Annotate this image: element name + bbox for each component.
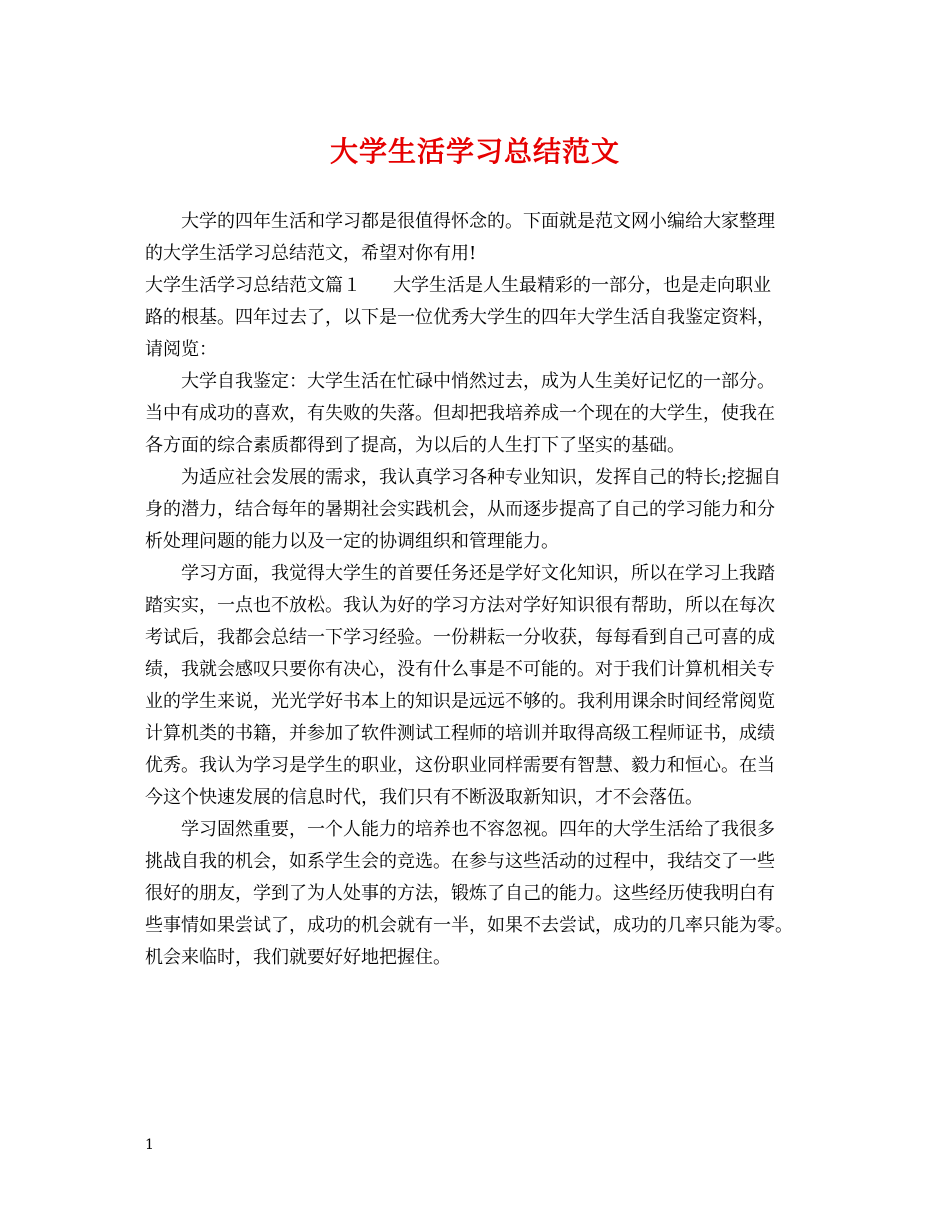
text-line: 踏实实，一点也不放松。我认为好的学习方法对学好知识很有帮助，所以在每次 bbox=[145, 595, 775, 616]
text-line: 业的学生来说，光光学好书本上的知识是远远不够的。我利用课余时间经常阅览 bbox=[145, 691, 775, 712]
text-line: 优秀。我认为学习是学生的职业，这份职业同样需要有智慧、毅力和恒心。在当 bbox=[145, 755, 775, 776]
text-line: 学习固然重要，一个人能力的培养也不容忽视。四年的大学生活给了我很多 bbox=[181, 819, 775, 840]
section-heading-line bbox=[145, 270, 813, 302]
text-line: 大学的四年生活和学习都是很值得怀念的。下面就是范文网小编给大家整理 bbox=[181, 211, 775, 232]
text-line: 计算机类的书籍，并参加了软件测试工程师的培训并取得高级工程师证书，成绩 bbox=[145, 723, 775, 744]
text-line: 请阅览： bbox=[145, 339, 217, 360]
section-heading: 大学生活学习总结范文篇１ bbox=[145, 275, 361, 296]
text-line: 机会来临时，我们就要好好地把握住。 bbox=[145, 947, 451, 968]
text-line: 学习方面，我觉得大学生的首要任务还是学好文化知识，所以在学习上我踏 bbox=[181, 563, 775, 584]
document-body bbox=[145, 206, 813, 974]
body-paragraph-4 bbox=[145, 814, 813, 974]
text-line: 考试后，我都会总结一下学习经验。一份耕耘一分收获，每每看到自己可喜的成 bbox=[145, 627, 775, 648]
text-line: 各方面的综合素质都得到了提高，为以后的人生打下了坚实的基础。 bbox=[145, 435, 685, 456]
text-line: 身的潜力，结合每年的暑期社会实践机会，从而逐步提高了自己的学习能力和分 bbox=[145, 499, 775, 520]
text-line: 今这个快速发展的信息时代，我们只有不断汲取新知识，才不会落伍。 bbox=[145, 787, 703, 808]
section-paragraph bbox=[145, 270, 813, 366]
text-line: 很好的朋友，学到了为人处事的方法，锻炼了自己的能力。这些经历使我明白有 bbox=[145, 883, 775, 904]
text-line: 析处理问题的能力以及一定的协调组织和管理能力。 bbox=[145, 531, 559, 552]
text-line: 为适应社会发展的需求，我认真学习各种专业知识，发挥自己的特长;挖掘自 bbox=[181, 467, 782, 488]
text-line: 大学自我鉴定：大学生活在忙碌中悄然过去，成为人生美好记忆的一部分。 bbox=[181, 371, 775, 392]
body-paragraph-3 bbox=[145, 558, 813, 814]
text-line: 挑战自我的机会，如系学生会的竞选。在参与这些活动的过程中，我结交了一些 bbox=[145, 851, 775, 872]
text-line: 当中有成功的喜欢，有失败的失落。但却把我培养成一个现在的大学生，使我在 bbox=[145, 403, 775, 424]
document-title: 大学生活学习总结范文 bbox=[329, 135, 620, 168]
section-heading-text: 大学生活是人生最精彩的一部分，也是走向职业 bbox=[393, 275, 771, 296]
page-number: 1 bbox=[145, 1137, 154, 1153]
body-paragraph-1 bbox=[145, 366, 813, 462]
intro-paragraph bbox=[145, 206, 813, 270]
text-line: 些事情如果尝试了，成功的机会就有一半，如果不去尝试，成功的几率只能为零。 bbox=[145, 915, 793, 936]
text-line: 路的根基。四年过去了，以下是一位优秀大学生的四年大学生活自我鉴定资料， bbox=[145, 307, 775, 328]
text-line: 绩，我就会感叹只要你有决心，没有什么事是不可能的。对于我们计算机相关专 bbox=[145, 659, 775, 680]
text-line: 的大学生活学习总结范文，希望对你有用! bbox=[145, 243, 477, 264]
body-paragraph-2 bbox=[145, 462, 813, 558]
